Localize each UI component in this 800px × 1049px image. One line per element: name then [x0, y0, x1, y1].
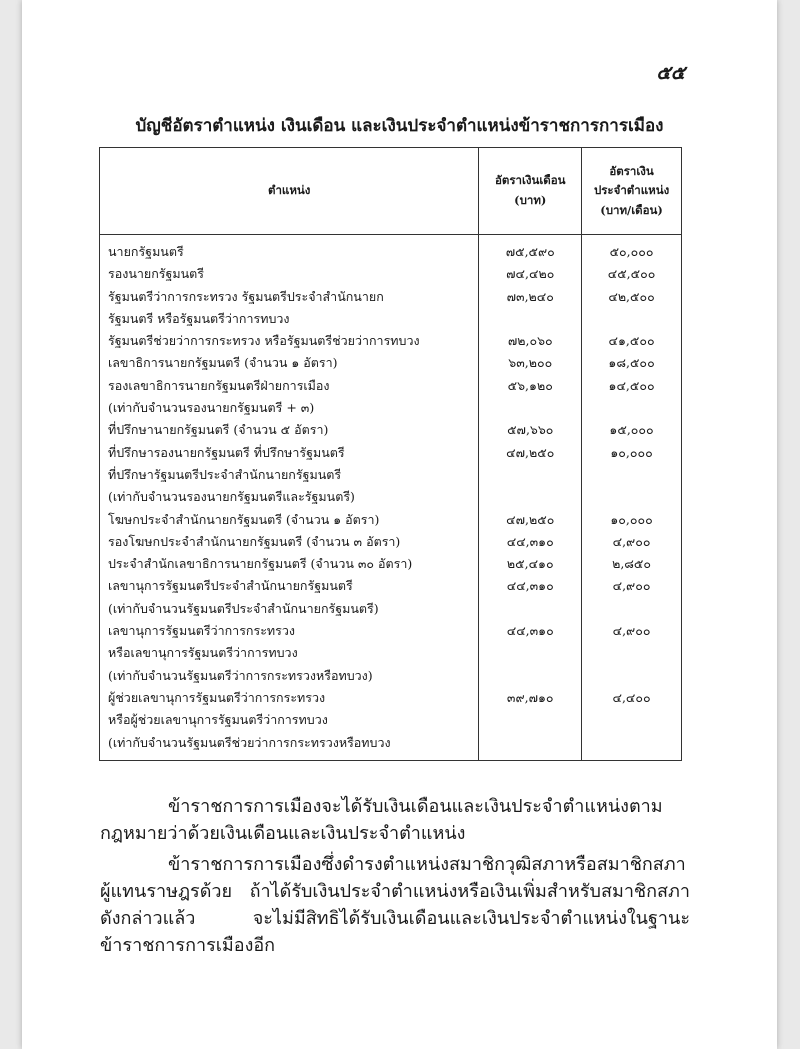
- salary-cell: ๗๕,๕๙๐: [479, 235, 582, 264]
- header-allowance-line1: อัตราเงิน: [609, 163, 654, 178]
- table-row: [100, 642, 682, 664]
- salary-cell: [479, 665, 582, 687]
- position-cell: ที่ปรึกษารัฐมนตรีประจำสำนักนายกรัฐมนตรี: [100, 464, 479, 486]
- allowance-cell: ๔,๔๐๐: [582, 687, 682, 709]
- header-allowance-line3: (บาท/เดือน): [600, 202, 663, 217]
- table-row: [100, 732, 682, 761]
- table-row: [100, 709, 682, 731]
- salary-cell: ๗๓,๒๔๐: [479, 286, 582, 308]
- salary-cell: ๔๗,๒๕๐: [479, 509, 582, 531]
- table-row: [100, 263, 682, 285]
- allowance-cell: ๒,๘๕๐: [582, 553, 682, 575]
- position-cell: หรือผู้ช่วยเลขานุการรัฐมนตรีว่าการทบวง: [100, 709, 479, 731]
- header-salary-line1: อัตราเงินเดือน: [494, 173, 566, 188]
- salary-cell: [479, 308, 582, 330]
- position-cell: ผู้ช่วยเลขานุการรัฐมนตรีว่าการกระทรวง: [100, 687, 479, 709]
- position-cell: รัฐมนตรีช่วยว่าการกระทรวง หรือรัฐมนตรีช่วยว่าการทบวง: [100, 330, 479, 352]
- salary-cell: [479, 598, 582, 620]
- salary-cell: [479, 732, 582, 761]
- table-row: [100, 352, 682, 374]
- table-row: [100, 397, 682, 419]
- salary-cell: [479, 709, 582, 731]
- position-cell: (เท่ากับจำนวนรัฐมนตรีประจำสำนักนายกรัฐมนตรี): [100, 598, 479, 620]
- header-salary-line2: (บาท): [514, 193, 547, 207]
- table-row: [100, 308, 682, 330]
- allowance-cell: ๔,๙๐๐: [582, 575, 682, 597]
- header-allowance-line2: ประจำตำแหน่ง: [593, 183, 670, 198]
- position-cell: รองโฆษกประจำสำนักนายกรัฐมนตรี (จำนวน ๓ อัตรา): [100, 531, 479, 553]
- position-cell: เลขาธิการนายกรัฐมนตรี (จำนวน ๑ อัตรา): [100, 352, 479, 374]
- salary-cell: ๕๗,๖๖๐: [479, 419, 582, 441]
- salary-cell: ๓๙,๗๑๐: [479, 687, 582, 709]
- salary-cell: [479, 642, 582, 664]
- allowance-cell: ๑๔,๕๐๐: [582, 375, 682, 397]
- header-salary: [479, 148, 582, 235]
- position-cell: รองเลขาธิการนายกรัฐมนตรีฝ่ายการเมือง: [100, 375, 479, 397]
- allowance-cell: [582, 397, 682, 419]
- position-cell: เลขานุการรัฐมนตรีประจำสำนักนายกรัฐมนตรี: [100, 575, 479, 597]
- table-row: [100, 531, 682, 553]
- position-cell: ที่ปรึกษารองนายกรัฐมนตรี ที่ปรึกษารัฐมนตรี: [100, 442, 479, 464]
- allowance-cell: ๔๑,๕๐๐: [582, 330, 682, 352]
- table-row: [100, 235, 682, 264]
- table-row: [100, 464, 682, 486]
- salary-cell: ๔๔,๓๑๐: [479, 531, 582, 553]
- table-row: [100, 442, 682, 464]
- table-row: [100, 553, 682, 575]
- position-cell: ประจำสำนักเลขาธิการนายกรัฐมนตรี (จำนวน ๓๐ อัตรา): [100, 553, 479, 575]
- position-cell: (เท่ากับจำนวนรองนายกรัฐมนตรี + ๓): [100, 397, 479, 419]
- position-cell: หรือเลขานุการรัฐมนตรีว่าการทบวง: [100, 642, 479, 664]
- allowance-cell: [582, 709, 682, 731]
- position-cell: (เท่ากับจำนวนรัฐมนตรีว่าการกระทรวงหรือทบวง): [100, 665, 479, 687]
- salary-cell: ๖๓,๒๐๐: [479, 352, 582, 374]
- allowance-cell: ๑๕,๐๐๐: [582, 419, 682, 441]
- allowance-cell: ๔๒,๕๐๐: [582, 286, 682, 308]
- page-number: ๕๕: [656, 62, 685, 84]
- table-body: [100, 235, 682, 761]
- allowance-cell: [582, 732, 682, 761]
- allowance-cell: [582, 464, 682, 486]
- salary-cell: ๕๖,๑๒๐: [479, 375, 582, 397]
- salary-table: [99, 147, 682, 761]
- table-row: [100, 598, 682, 620]
- position-cell: ที่ปรึกษานายกรัฐมนตรี (จำนวน ๕ อัตรา): [100, 419, 479, 441]
- salary-cell: ๗๒,๐๖๐: [479, 330, 582, 352]
- allowance-cell: ๕๐,๐๐๐: [582, 235, 682, 264]
- salary-cell: ๒๕,๔๑๐: [479, 553, 582, 575]
- paragraph-2: ข้าราชการการเมืองซึ่งดำรงตำแหน่งสมาชิกวุฒิสภาหรือสมาชิกสภาผู้แทนราษฎรด้วย ถ้าได้รับเงินประจำตำแหน่งหรือเงินเพิ่มสำหรับสมาชิกสภาดังกล่าวแล้ว จะไม่มีสิทธิได้รับเงินเดือนและเงินประจำตำแหน่งในฐานะข้าราชการการเมืองอีก: [100, 854, 690, 956]
- salary-cell: ๔๔,๓๑๐: [479, 575, 582, 597]
- allowance-cell: ๔,๙๐๐: [582, 620, 682, 642]
- table-row: [100, 575, 682, 597]
- paragraph-1: ข้าราชการการเมืองจะได้รับเงินเดือนและเงินประจำตำแหน่งตามกฎหมายว่าด้วยเงินเดือนและเงินประจำตำแหน่ง: [100, 796, 663, 844]
- table-row: [100, 665, 682, 687]
- page-title: บัญชีอัตราตำแหน่ง เงินเดือน และเงินประจำตำแหน่งข้าราชการการเมือง: [135, 116, 664, 136]
- salary-cell: [479, 397, 582, 419]
- table-row: [100, 509, 682, 531]
- document-page: [22, 0, 777, 1049]
- body-text: [100, 793, 690, 963]
- salary-cell: [479, 464, 582, 486]
- salary-cell: [479, 486, 582, 508]
- allowance-cell: [582, 665, 682, 687]
- header-allowance: [582, 148, 682, 235]
- allowance-cell: ๑๐,๐๐๐: [582, 509, 682, 531]
- position-cell: นายกรัฐมนตรี: [100, 235, 479, 264]
- header-position-label: ตำแหน่ง: [267, 183, 311, 198]
- position-cell: (เท่ากับจำนวนรองนายกรัฐมนตรีและรัฐมนตรี): [100, 486, 479, 508]
- allowance-cell: ๔๕,๕๐๐: [582, 263, 682, 285]
- table-row: [100, 687, 682, 709]
- salary-cell: ๔๔,๓๑๐: [479, 620, 582, 642]
- position-cell: โฆษกประจำสำนักนายกรัฐมนตรี (จำนวน ๑ อัตรา): [100, 509, 479, 531]
- position-cell: รัฐมนตรี หรือรัฐมนตรีว่าการทบวง: [100, 308, 479, 330]
- salary-cell: ๔๗,๒๕๐: [479, 442, 582, 464]
- allowance-cell: ๔,๙๐๐: [582, 531, 682, 553]
- allowance-cell: ๑๐,๐๐๐: [582, 442, 682, 464]
- salary-cell: ๗๔,๔๒๐: [479, 263, 582, 285]
- position-cell: รองนายกรัฐมนตรี: [100, 263, 479, 285]
- allowance-cell: [582, 486, 682, 508]
- table-row: [100, 286, 682, 308]
- position-cell: (เท่ากับจำนวนรัฐมนตรีช่วยว่าการกระทรวงหรือทบวง: [100, 732, 479, 761]
- allowance-cell: [582, 598, 682, 620]
- table-row: [100, 486, 682, 508]
- header-position: [100, 148, 479, 235]
- table-row: [100, 375, 682, 397]
- position-cell: รัฐมนตรีว่าการกระทรวง รัฐมนตรีประจำสำนักนายก: [100, 286, 479, 308]
- table-row: [100, 620, 682, 642]
- table-header-row: [100, 148, 682, 235]
- table-row: [100, 330, 682, 352]
- allowance-cell: [582, 308, 682, 330]
- allowance-cell: ๑๘,๕๐๐: [582, 352, 682, 374]
- allowance-cell: [582, 642, 682, 664]
- position-cell: เลขานุการรัฐมนตรีว่าการกระทรวง: [100, 620, 479, 642]
- table-row: [100, 419, 682, 441]
